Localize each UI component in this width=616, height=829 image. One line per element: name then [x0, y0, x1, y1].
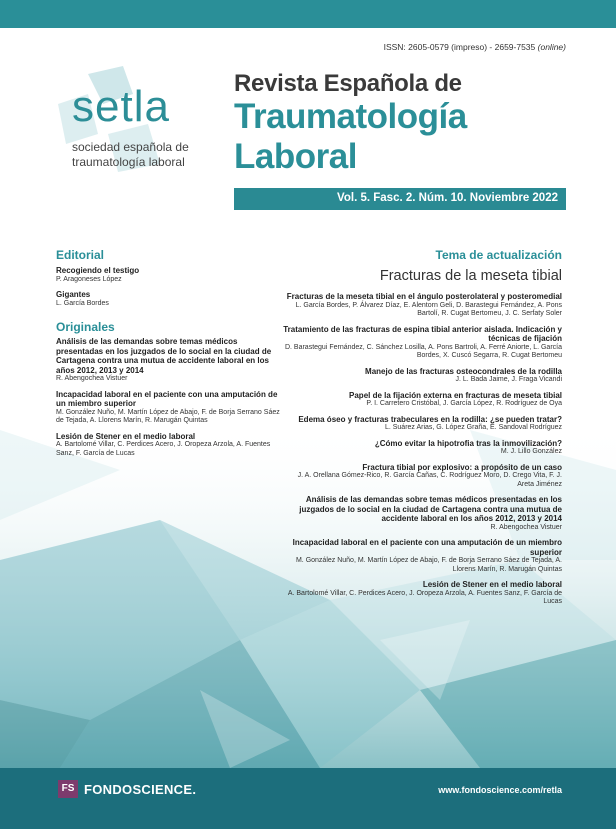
original-item — [56, 432, 286, 459]
editorial-item — [56, 290, 286, 308]
issn-online: (online) — [537, 42, 566, 52]
fondoscience-logo-icon: FS — [58, 780, 78, 798]
original-item-authors: M. González Nuño, M. Martín López de Abajo, F. de Borja Serrano Sáez de Tejada, A. Llorens Marín, R. Marugán Quintas — [56, 408, 280, 424]
setla-logo-word: setla — [72, 82, 170, 131]
update-subheading: Fracturas de la meseta tibial — [379, 268, 562, 284]
original-item-authors: A. Bartolomé Villar, C. Perdices Acero, J. Oropeza Arzola, A. Fuentes Sanz, F. García de Lucas — [56, 441, 271, 457]
update-item — [282, 415, 562, 433]
editorial-item-authors: L. García Bordes — [56, 299, 109, 307]
society-name-line-1: sociedad española de — [72, 140, 189, 154]
publisher-name: FONDOSCIENCE. — [84, 782, 197, 797]
volume-bar — [234, 188, 566, 210]
original-item — [56, 337, 286, 384]
update-item-title: Análisis de las demandas sobre temas médicos presentadas en los juzgados de lo social en la ciudad de Cartagena contra una mutua de accidente laboral en los años 2012, 2013 y 2014 — [299, 495, 562, 523]
issn-text: ISSN: 2605-0579 (impreso) - 2659-7535 — [383, 42, 536, 52]
update-item-authors: M. González Nuño, M. Martín López de Abajo, F. de Borja Serrano Sáez de Tejada, A. Llorens Marín, R. Marugán Quintas — [295, 557, 562, 573]
issn-line — [384, 42, 566, 52]
update-item — [282, 325, 562, 361]
update-item-title: Edema óseo y fracturas trabeculares en la rodilla: ¿se pueden tratar? — [298, 414, 562, 424]
footer-bar — [0, 768, 616, 829]
editorial-item — [56, 266, 286, 284]
update-item-authors: L. García Bordes, P. Álvarez Díaz, E. Alentorn Geli, D. Barastegui Fernández, A. Pons Bartolí, R. Cugat Bertomeu, J. C. Serfaty Soler — [295, 301, 562, 317]
update-item-title: Incapacidad laboral en el paciente con una amputación de un miembro superior — [292, 538, 562, 557]
update-item — [282, 367, 562, 385]
update-item-authors: D. Barastegui Fernández, C. Sánchez Losilla, A. Pons Bartroli, A. Ferré Aniorte, L. García Bordes, X. Cuscó Segarra, R. Cugat Bertomeu — [284, 343, 562, 359]
update-item-title: Papel de la fijación externa en fracturas de meseta tibial — [349, 390, 562, 400]
update-item — [282, 439, 562, 457]
originales-section — [56, 320, 286, 458]
update-item-authors: M. J. Lillo González — [500, 448, 562, 455]
original-item-title: Análisis de las demandas sobre temas médicos presentadas en los juzgados de lo social en la ciudad de Cartagena contra una mutua de accidente laboral en los años 2012, 2013 y 2014 — [56, 337, 272, 375]
update-item — [282, 580, 562, 607]
update-item-title: Fracturas de la meseta tibial en el ángulo posterolateral y posteromedial — [286, 292, 562, 301]
originales-heading: Originales — [56, 320, 115, 334]
update-item-title: ¿Cómo evitar la hipotrofia tras la inmovilización? — [374, 438, 562, 448]
update-item — [282, 463, 562, 490]
update-item-title: Tratamiento de las fracturas de espina tibial anterior aislada. Indicación y técnicas de fijación — [283, 324, 562, 343]
update-item-title: Fractura tibial por explosivo: a propósito de un caso — [362, 462, 562, 472]
update-item-authors: J. L. Bada Jaime, J. Fraga Vicandi — [455, 376, 562, 383]
update-item-authors: R. Abengochea Vistuer — [490, 523, 562, 531]
editorial-item-title: Gigantes — [56, 290, 91, 299]
update-item-authors: A. Bartolomé Villar, C. Perdices Acero, J. Oropeza Arzola, A. Fuentes Sanz, F. García de Lucas — [287, 589, 562, 605]
update-heading: Tema de actualización — [435, 248, 562, 262]
society-name — [72, 140, 189, 170]
original-item-title: Incapacidad laboral en el paciente con una amputación de un miembro superior — [56, 389, 278, 408]
journal-title-line-1: Revista Española de — [234, 70, 462, 97]
update-item — [282, 391, 562, 409]
update-item-title: Lesión de Stener en el medio laboral — [422, 580, 562, 589]
society-name-line-2: traumatología laboral — [72, 155, 185, 169]
journal-title-line-2: Traumatología — [234, 97, 467, 136]
website-link[interactable]: www.fondoscience.com/retla — [438, 785, 562, 795]
original-item — [56, 390, 286, 426]
editorial-section — [56, 248, 286, 308]
update-item-authors: J. A. Orellana Gómez-Rico, R. García Cañas, C. Rodríguez Moro, D. Crego Vita, F. J. Areta Jiménez — [297, 472, 562, 488]
update-section — [282, 248, 562, 607]
original-item-title: Lesión de Stener en el medio laboral — [56, 431, 196, 441]
update-item-authors: L. Suárez Arias, G. López Graña, E. Sandoval Rodríguez — [384, 424, 562, 431]
journal-title-line-3: Laboral — [234, 137, 357, 176]
editorial-item-title: Recogiendo el testigo — [56, 266, 140, 275]
original-item-authors: R. Abengochea Vistuer — [56, 375, 128, 382]
top-color-bar — [0, 0, 616, 28]
update-item-title: Manejo de las fracturas osteocondrales de la rodilla — [365, 366, 562, 376]
update-item-authors: P. I. Carretero Cristóbal, J. García López, R. Rodríguez de Oya — [366, 400, 562, 407]
update-item — [282, 538, 562, 574]
volume-text: Vol. 5. Fasc. 2. Núm. 10. Noviembre 2022 — [337, 192, 558, 204]
update-item — [282, 495, 562, 532]
update-item — [282, 292, 562, 319]
editorial-heading: Editorial — [56, 248, 105, 262]
editorial-item-authors: P. Aragoneses López — [56, 275, 122, 283]
